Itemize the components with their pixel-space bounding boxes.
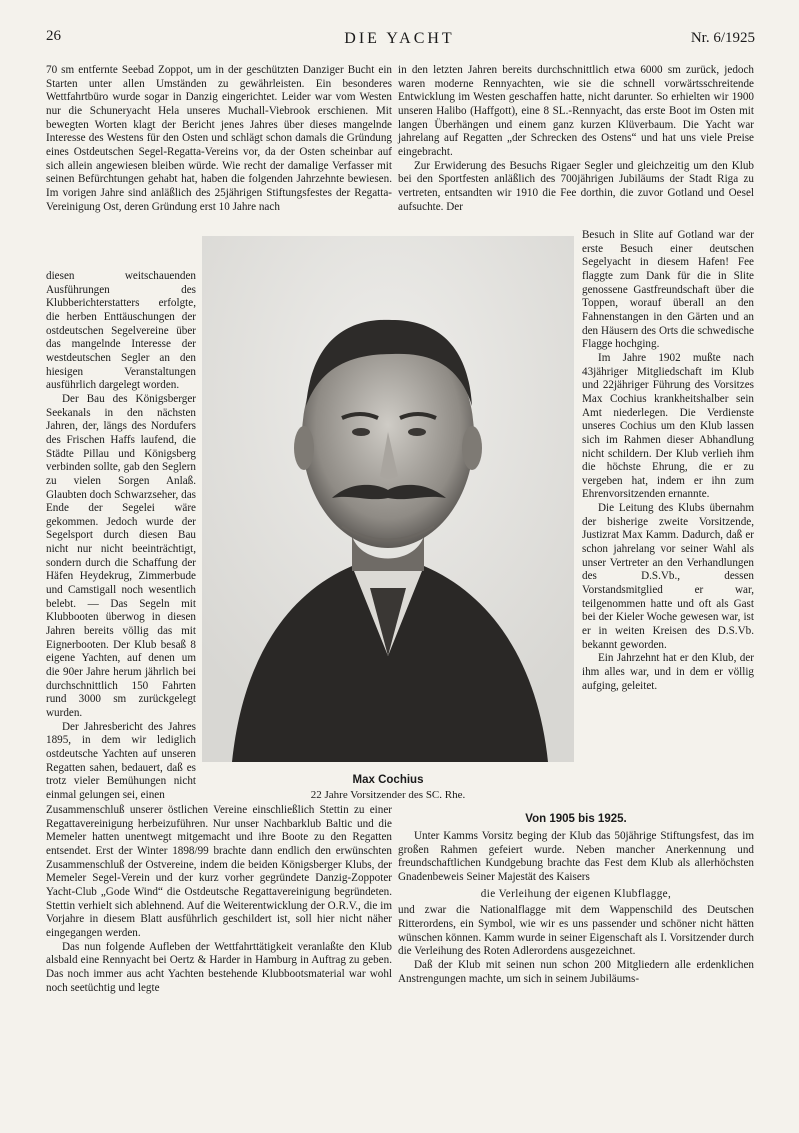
paragraph: Der Bau des Königsberger Seekanals in den nächsten Jahren, der, längs des Nordufers des Frischen Haffs laufend, die Städte Pillau und Königsberg verbinden sollte, gab den Seglern zu vielen Sorgen Anlaß. Glaubten doch Schwarzseher, das Ende der Segelei wäre gekommen. Jedoch wurde der Segelsport durch diesen Bau nicht nur nicht beeinträchtigt, sondern durch die Schaffung der Häfen Heydekrug, Zimmerbude und Camstigall noch wesentlich belebt. — Das Segeln mit Klubbooten überwog in diesen Jahren bereits völlig das mit Eignerbooten. Der Klub besaß 8 eigene Yachten, auf denen um die 90er Jahre herum jährlich bei durchschnittlich 150 Fahrten rund 3000 sm zurückgelegt wurden. xyxy=(46,392,196,719)
paragraph: Ein Jahrzehnt hat er den Klub, der ihm alles war, und in dem er völlig aufging, geleitet. xyxy=(582,652,754,692)
paragraph: Zusammenschluß unserer östlichen Vereine einschließlich Stettin zu einer Regattavereinigung herbeizuführen. Nur unser Nachbarklub Baltic und die Memeler hatten unentwegt mitgemacht und ihre Boote zu den Regatten entsendet. Erst der Winter 1898/99 brachte dann endlich den erwünschten Zusammenschluß der Ostvereine, indem die beiden Königsberger Klubs, der Memeler Segel-Verein und der kurz vorher gegründete Danzig-Zoppoter Yacht-Club „Gode Wind“ die Ostdeutsche Regattavereinigung begründeten. Stettin verhielt sich ablehnend. Auf die Weiterentwicklung der O.R.V., die im Vorjahre in diesem Blatt ausführlich geschildert ist, soll hier nicht näher eingegangen werden. xyxy=(46,804,392,939)
section-heading: Von 1905 bis 1925. xyxy=(525,813,627,825)
paragraph: Daß der Klub mit seinen nun schon 200 Mitgliedern alle erdenklichen Anstrengungen machte, um sich in seinem Jubiläums- xyxy=(398,958,754,985)
portrait-image xyxy=(202,236,574,762)
paragraph: Zur Erwiderung des Besuchs Rigaer Segler und gleichzeitig um den Klub bei den Sportfesten anläßlich des 700jährigen Jubiläums der Stadt Riga zu vertreten, entsandten wir 1910 die Fee dorthin, die zuvor Gotland und Oesel aufsuchte. Der xyxy=(398,159,754,213)
text-block-left-beside-photo xyxy=(46,270,196,803)
text-block-top-left xyxy=(46,64,392,214)
paragraph: diesen weitschauenden Ausführungen des Klubberichterstatters erfolgte, die herben Enttäuschungen der ostdeutschen Segelvereine über das mangelnde Interesse der westdeutschen Segler an den hiesigen Veranstaltungen ausführlich dargelegt worden. xyxy=(46,270,196,392)
paragraph: und zwar die Nationalflagge mit dem Wappenschild des Deutschen Ritterordens, ein Symbol, wie wir es uns passender und schöner nicht hätten wünschen können. Kamm wurde in seiner Eigenschaft als I. Vorsitzender durch die Verleihung des Roten Adlerordens ausgezeichnet. xyxy=(398,904,754,958)
paragraph: Die Leitung des Klubs übernahm der bisherige zweite Vorsitzende, Justizrat Max Kamm. Dadurch, daß er schon jahrelang vor seiner Wahl als unser Vertreter an den Verhandlungen des D.S.Vb., dessen Vorstandsmitglied er war, teilgenommen hatte und oft als Gast bei der Kieler Woche gewesen war, ist er in weiten Kreisen des D.S.Vb. bekannt geworden. xyxy=(582,502,754,651)
photo-caption-name: Max Cochius xyxy=(352,774,424,786)
photo-caption-text: 22 Jahre Vorsitzender des SC. Rhe. xyxy=(310,789,466,801)
paragraph: Das nun folgende Aufleben der Wettfahrttätigkeit veranlaßte den Klub alsbald eine Rennyacht bei Oertz & Harder in Hamburg in Auftrag zu geben. Das noch immer aus acht Yachten bestehende Klubbootsmaterial war wohl noch seetüchtig und legte xyxy=(46,940,392,994)
page-header xyxy=(0,28,799,54)
text-block-top-right xyxy=(398,64,754,214)
portrait-photo xyxy=(202,236,574,762)
issue-number: Nr. 6/1925 xyxy=(690,30,755,46)
text-block-bottom-right xyxy=(398,830,754,986)
journal-title: DIE YACHT xyxy=(344,30,455,47)
paragraph: Der Jahresbericht des Jahres 1895, in dem wir lediglich ostdeutsche Yachten auf unseren Regatten sahen, bedauert, daß es trotz vieler Bemühungen nicht einmal gelungen sei, einen xyxy=(46,720,196,801)
paragraph: 70 sm entfernte Seebad Zoppot, um in der geschützten Danziger Bucht ein Starten unter allen Umständen zu gewährleisten. Ein besonderes Wettfahrtbüro wurde sogar in Danzig eingerichtet. Leider war vom Westen nur die Schuneryacht Hela unseres Muchall-Viebrook erschienen. Mit bewegten Worten klagt der Bericht jenes Jahres über dieses mangelnde Interesse des Westens für den Osten und schlägt schon damals die Gründung eines Ostdeutschen Segel-Regatta-Vereins vor, da der Osten scheinbar auf sich allein angewiesen bleiben würde. Wie recht der damalige Verfasser mit seinen Befürchtungen gehabt hat, haben die folgenden Jahrzehnte bewiesen. Im vorigen Jahre sind anläßlich des 25jährigen Stiftungsfestes der Regatta-Vereinigung Ost, deren Gründung erst 10 Jahre nach xyxy=(46,64,392,213)
emphasis-line: die Verleihung der eigenen Klubflagge, xyxy=(480,887,672,900)
paragraph: in den letzten Jahren bereits durchschnittlich etwa 6000 sm zurück, jedoch waren moderne Rennyachten, wie sie die schnell vorwärtsschreitende Entwicklung im Westen geschaffen hatte, nicht darunter. So erhielten wir 1900 unseren Halibo (Haffgott), eine 8 SL.-Rennyacht, das erste Boot im Osten mit langen Überhängen und einem ganz kurzen Klüverbaum. Die Yacht war jahrelang auf Regatten „der Schrecken des Ostens“ und hat uns viele Preise eingebracht. xyxy=(398,64,754,158)
paragraph: Unter Kamms Vorsitz beging der Klub das 50jährige Stiftungsfest, das im großen Rahmen gefeiert wurde. Neben mancher Anerkennung und freundschaftlichen Kundgebung brachte das Fest dem Klub als allerhöchsten Gnadenbeweis Seiner Majestät des Kaisers xyxy=(398,830,754,883)
paragraph: Besuch in Slite auf Gotland war der erste Besuch einer deutschen Segelyacht in diesem Hafen! Fee flaggte zum Dank für die in Slite genossene Gastfreundschaft über die Toppen, worauf überall an den Fahnenstangen in den Gärten und an den Häusern des Orts die schwedische Flagge hochging. xyxy=(582,229,754,351)
text-block-bottom-left xyxy=(46,804,392,995)
text-block-right-beside-photo xyxy=(582,229,754,693)
page-number: 26 xyxy=(46,28,61,44)
paragraph: Im Jahre 1902 mußte nach 43jähriger Mitgliedschaft im Klub und 22jähriger Führung des Vorsitzes Max Cochius krankheitshalber sein Amt niederlegen. Die Verdienste unseres Cochius um den Klub lassen sich im Rahmen dieser Abhandlung nicht schildern. Der Klub verlieh ihm die höchste Ehrung, die er zu vergeben hat, indem er ihn zum Ehrenvorsitzenden ernannte. xyxy=(582,351,754,501)
